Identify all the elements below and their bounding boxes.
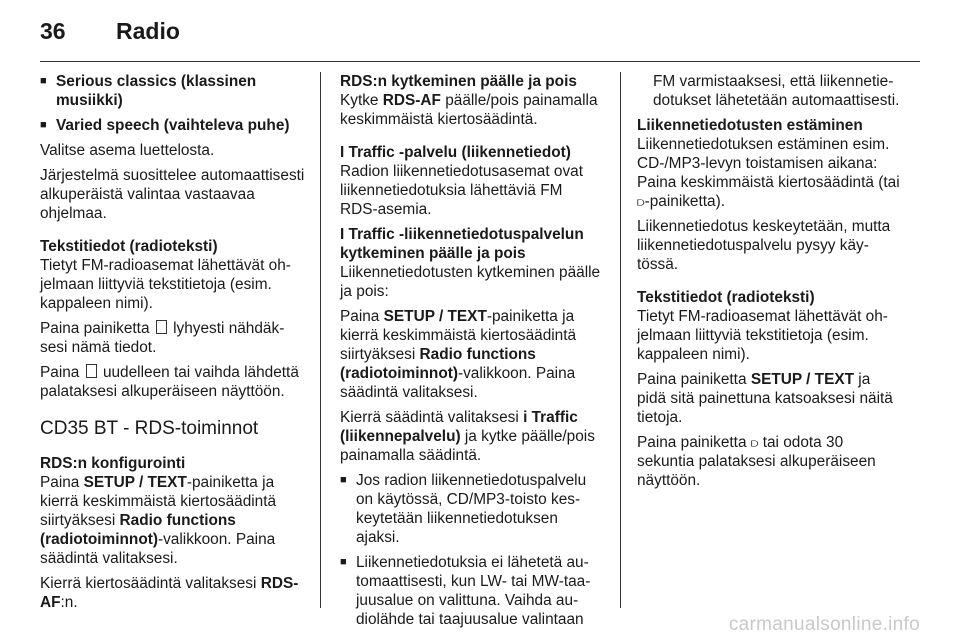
back-arrow-icon: ⫐ bbox=[637, 194, 645, 209]
text: i Traffic (liikennepalvelu) bbox=[340, 409, 578, 445]
page-header bbox=[40, 18, 180, 45]
list-item: ■ Jos radion liikennetiedotuspalvelu on käytössä, CD/MP3-toisto keskeytetään liikennetiedotuksen ajaksi. bbox=[340, 471, 604, 547]
text: Paina painiketta bbox=[637, 371, 747, 388]
text: RDS-AF bbox=[40, 575, 299, 611]
text: Liikennetiedotuksen estäminen esim. CD-/MP3-levyn toistamisen aikana: Paina keskimmäistä kiertosäädintä (tai bbox=[637, 136, 900, 191]
page-number: 36 bbox=[40, 18, 66, 44]
paragraph bbox=[340, 91, 604, 129]
column-divider bbox=[320, 72, 321, 608]
subheading: I Traffic -palvelu (liikennetiedot) bbox=[340, 144, 571, 161]
text: Radio functions (radiotoiminnot) bbox=[40, 512, 236, 548]
text: lyhyesti nähdäksesi nämä tiedot. bbox=[40, 320, 285, 356]
paragraph bbox=[40, 363, 306, 401]
paragraph: Radion liikennetiedotusasemat ovat liikennetiedotuksia lähettäviä FM RDS-asemia. bbox=[340, 163, 583, 218]
info-button-icon bbox=[86, 364, 97, 378]
info-button-icon bbox=[156, 320, 167, 334]
paragraph: FM varmistaaksesi, että liikennetiedotukset lähetetään automaattisesti. bbox=[653, 73, 900, 109]
paragraph: Valitse asema luettelosta. bbox=[40, 142, 215, 159]
text: Kierrä kiertosäädintä valitaksesi bbox=[40, 575, 257, 592]
text: päälle/pois painamalla keskimmäistä kiertosäädintä. bbox=[340, 92, 598, 128]
text: -painiketta ja kierrä keskimmäistä kiertosäädintä siirtyäksesi bbox=[40, 474, 277, 529]
list-item: ■ Liikennetiedotuksia ei lähetetä automaattisesti, kun LW- tai MW-taajuusalue on valittuna. Vaihda audiolähde tai taajuusalue valintaan bbox=[340, 553, 604, 629]
bullet-list bbox=[340, 471, 604, 629]
section-title: CD35 BT - RDS-toiminnot bbox=[40, 418, 259, 439]
subheading: I Traffic -liikennetiedotuspalvelun kytkeminen päälle ja pois bbox=[340, 226, 584, 262]
paragraph: Liikennetiedotusten kytkeminen päälle ja pois: bbox=[340, 264, 601, 300]
header-rule bbox=[40, 61, 920, 62]
paragraph bbox=[637, 135, 903, 211]
text: uudelleen tai vaihda lähdettä palataksesi alkuperäiseen näyttöön. bbox=[40, 364, 299, 400]
text: ja kytke päälle/pois painamalla säädintä. bbox=[340, 428, 595, 464]
paragraph: Tietyt FM-radioasemat lähettävät ohjelmaan liittyviä tekstitietoja (esim. kappaleen nimi). bbox=[40, 257, 291, 312]
text: :n. bbox=[60, 594, 78, 611]
watermark: carmanualsonline.info bbox=[728, 614, 920, 635]
text: -valikkoon. Paina säädintä valitaksesi. bbox=[40, 531, 276, 567]
text: Radio functions (radiotoiminnot) bbox=[340, 346, 536, 382]
text: Paina bbox=[340, 308, 380, 325]
text: tai odota 30 sekuntia palataksesi alkuperäiseen näyttöön. bbox=[637, 434, 876, 489]
page-title: Radio bbox=[116, 18, 180, 44]
paragraph: Tietyt FM-radioasemat lähettävät ohjelmaan liittyviä tekstitietoja (esim. kappaleen nimi). bbox=[637, 308, 888, 363]
column-3 bbox=[637, 72, 903, 496]
subheading: RDS:n konfigurointi bbox=[40, 455, 186, 472]
paragraph bbox=[40, 319, 306, 357]
paragraph bbox=[40, 574, 306, 612]
text: Paina painiketta bbox=[637, 434, 747, 451]
paragraph: Liikennetiedotus keskeytetään, mutta liikennetiedotuspalvelu pysyy käytössä. bbox=[637, 218, 891, 273]
text: Kytke bbox=[340, 92, 379, 109]
paragraph bbox=[340, 307, 604, 402]
bullet-list bbox=[40, 72, 306, 135]
paragraph bbox=[637, 370, 903, 427]
text: SETUP / TEXT bbox=[383, 308, 487, 325]
text: Paina bbox=[40, 364, 80, 381]
text: SETUP / TEXT bbox=[83, 474, 187, 491]
text: Paina bbox=[40, 474, 80, 491]
text: -painiketta). bbox=[644, 193, 726, 210]
subheading: Liikennetiedotusten estäminen bbox=[637, 117, 863, 134]
column-divider bbox=[620, 72, 621, 608]
back-arrow-icon: ⫐ bbox=[750, 435, 759, 450]
text: Paina painiketta bbox=[40, 320, 150, 337]
column-2 bbox=[340, 72, 604, 635]
subheading: RDS:n kytkeminen päälle ja pois bbox=[340, 73, 577, 90]
paragraph bbox=[40, 473, 306, 568]
text: -painiketta ja kierrä keskimmäistä kiertosäädintä siirtyäksesi bbox=[340, 308, 577, 363]
paragraph bbox=[340, 408, 604, 465]
text: ja pidä sitä painettuna katsoaksesi näitä tietoja. bbox=[637, 371, 893, 426]
paragraph bbox=[637, 433, 903, 490]
text: SETUP / TEXT bbox=[750, 371, 855, 388]
text: RDS-AF bbox=[382, 92, 441, 109]
text: -valikkoon. Paina säädintä valitaksesi. bbox=[340, 365, 576, 401]
subheading: Tekstitiedot (radioteksti) bbox=[637, 289, 815, 306]
column-1 bbox=[40, 72, 306, 618]
text: Kierrä säädintä valitaksesi bbox=[340, 409, 519, 426]
paragraph: Järjestelmä suosittelee automaattisesti alkuperäistä valintaa vastaavaa ohjelmaa. bbox=[40, 167, 305, 222]
subheading: Tekstitiedot (radioteksti) bbox=[40, 238, 218, 255]
list-item: ■ Serious classics (klassinen musiikki) bbox=[40, 72, 306, 110]
list-item: ■ Varied speech (vaihteleva puhe) bbox=[40, 116, 306, 135]
